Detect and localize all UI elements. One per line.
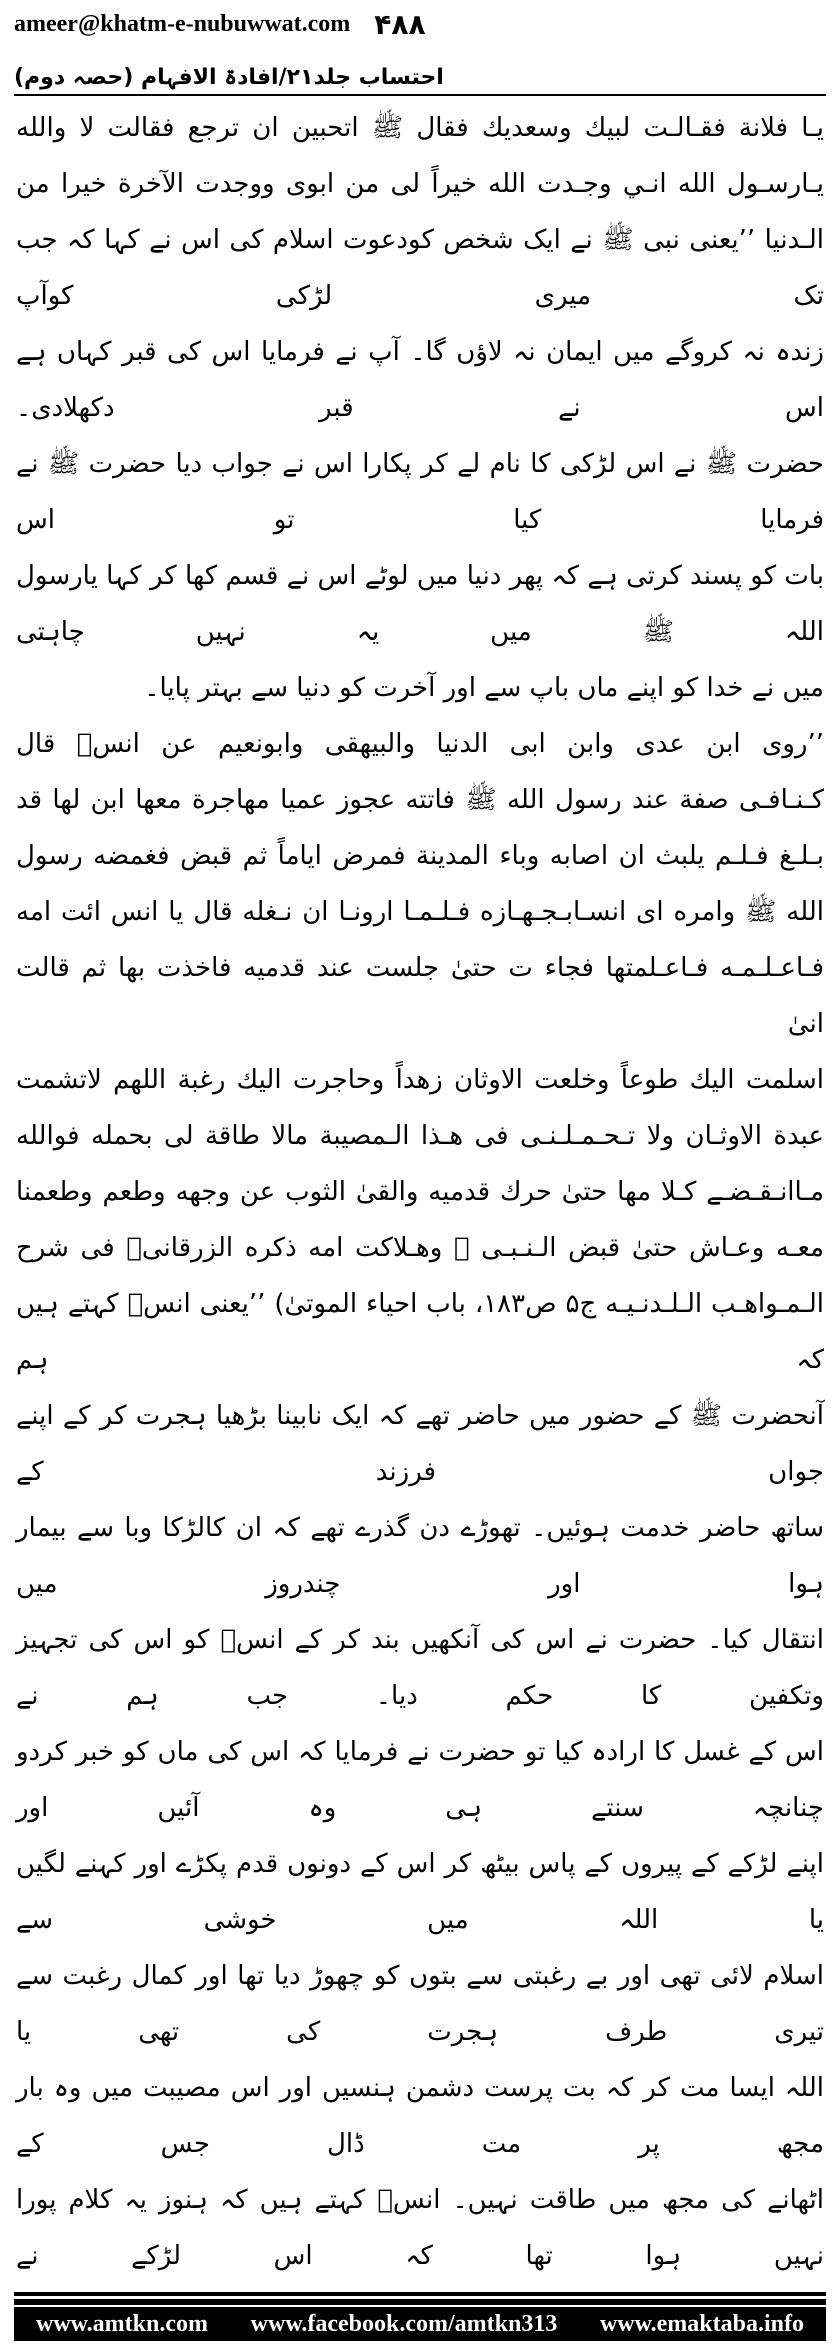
text-line: اس کے غسل کا ارادہ کیا تو حضرت نے فرمایا کہ اس کی ماں کو خبر کردو چنانچہ سنتے ہی وہ آئیں اور — [16, 1737, 824, 1823]
text-line: اللہ ایسا مت کر کہ بت پرست دشمن ہنسیں اور اس مصیبت میں وہ بار مجھ پر مت ڈال جس کے — [16, 2073, 824, 2159]
page-footer — [14, 2307, 826, 2341]
text-line: عبدة الاوثـان ولا تـحـمـلـنـی فی هـذا الـمصيبة مالا طاقة لی بحمله فوالله — [16, 1121, 824, 1151]
text-line: مـاانـقـضـے كـلا مها حتیٰ حرك قدميه والقیٰ الثوب عن وجهه وطعم وطعمنا — [16, 1177, 824, 1207]
text-line: الـمـواهـب الـلـدنـيـه ج۵ ص۱۸۳، باب احياء الموتیٰ) ’’یعنی انسؓ کہتے ہیں کہ ہم — [16, 1289, 824, 1375]
text-line: حضرت ﷺ نے اس لڑکی کا نام لے کر پکارا اس نے جواب دیا حضرت ﷺ نے فرمایا کیا تو اس — [16, 449, 824, 535]
footer-divider-top — [14, 2292, 826, 2296]
footer-divider-bottom — [14, 2299, 826, 2305]
text-line: اسلمت اليك طوعاً وخلعت الاوثان زهداً وحاجرت اليك رغبة اللهم لاتشمت — [16, 1065, 824, 1095]
text-line: میں نے خدا کو اپنے ماں باپ سے اور آخرت کو دنیا سے بہتر پایا۔ — [144, 673, 824, 703]
text-line: ساتھ حاضر خدمت ہوئیں۔ تھوڑے دن گذرے تھے کہ ان کالڑکا وبا سے بیمار ہوا اور چندروز میں — [16, 1513, 824, 1599]
page-number: ۴۸۸ — [374, 8, 426, 41]
header-email: ameer@khatm-e-nubuwwat.com — [14, 11, 351, 37]
text-line: زندہ نہ کروگے میں ایمان نہ لاؤں گا۔ آپ نے فرمایا اس کی قبر کہاں ہے اس نے قبر دکھلادی۔ — [16, 337, 824, 423]
text-line: آنحضرت ﷺ کے حضور میں حاضر تھے کہ ایک نابینا بڑھیا ہجرت کر کے اپنے جواں فرزند کے — [16, 1401, 824, 1487]
text-line: انتقال کیا۔ حضرت نے اس کی آنکھیں بند کر کے انسؓ کو اس کی تجہیز وتکفین کا حکم دیا۔ جب ہم نے — [16, 1625, 824, 1711]
text-line: اپنے لڑکے کے پیروں کے پاس بیٹھ کر اس کے دونوں قدم پکڑے اور کہنے لگیں یا اللہ میں خوشی سے — [16, 1849, 824, 1935]
text-line: بات کو پسند کرتی ہے کہ پھر دنیا میں لوٹے اس نے قسم کھا کر کہا یارسول اللہ ﷺ میں یہ نہیں چاہتی — [16, 561, 824, 647]
text-line: كـنـافـی صفة عند رسول الله ﷺ فاتته عجوز عميا مهاجرة معها ابن لها قد — [16, 785, 824, 815]
text-line: معـه وعـاش حتیٰ قبض الـنـبـی ﷺ وهـلاكت امه ذكره الزرقانیؒ فی شرح — [16, 1233, 824, 1263]
text-line: یـارسـول الله انـي وجـدت الله خيراً لی من ابوی ووجدت الآخرة خيرا من — [16, 169, 824, 199]
text-line: الله ﷺ وامره ای انسـابـجـهـازه فـلـمـا ارونـا ان نـغله قال يا انس ائت امه — [16, 897, 824, 927]
text-line: یـا فلانة فقـالـت لبيك وسعديك فقال ﷺ اتحبين ان ترجع فقالت لا والله — [16, 113, 824, 143]
page-body — [14, 96, 826, 2284]
page-header — [14, 8, 826, 90]
text-line: ’’روی ابن عدی وابن ابی الدنيا والبيهقی وابونعيم عن انسؓ قال — [16, 729, 824, 759]
text-line: اٹھانے کی مجھ میں طاقت نہیں۔ انسؓ کہتے ہیں کہ ہنوز یہ کلام پورا نہیں ہوا تھا کہ اس لڑکے نے — [16, 2185, 824, 2271]
footer-link-amtkn[interactable]: www.amtkn.com — [36, 2310, 208, 2337]
text-line: الـدنيا ’’یعنی نبی ﷺ نے ایک شخص کودعوت اسلام کی اس نے کہا کہ جب تک میری لڑکی کوآپ — [16, 225, 824, 311]
text-line: فـاعـلـمـه فـاعـلمتها فجاء ت حتیٰ جلست عند قدميه فاخذت بها ثم قالت انیٰ — [16, 953, 824, 1039]
text-line: بـلـغ فـلـم يلبث ان اصابه وباء المدينة فمرض اياماً ثم قبض فغمضه رسول — [16, 841, 824, 871]
footer-link-emaktaba[interactable]: www.emaktaba.info — [599, 2310, 804, 2337]
footer-link-facebook[interactable]: www.facebook.com/amtkn313 — [250, 2310, 558, 2337]
book-title: احتساب جلد۲۱/افادۃ الافہام (حصہ دوم) — [14, 65, 444, 90]
text-line: اسلام لائی تھی اور بے رغبتی سے بتوں کو چھوڑ دیا تھا اور کمال رغبت سے تیری طرف ہجرت کی تھی یا — [16, 1961, 824, 2047]
